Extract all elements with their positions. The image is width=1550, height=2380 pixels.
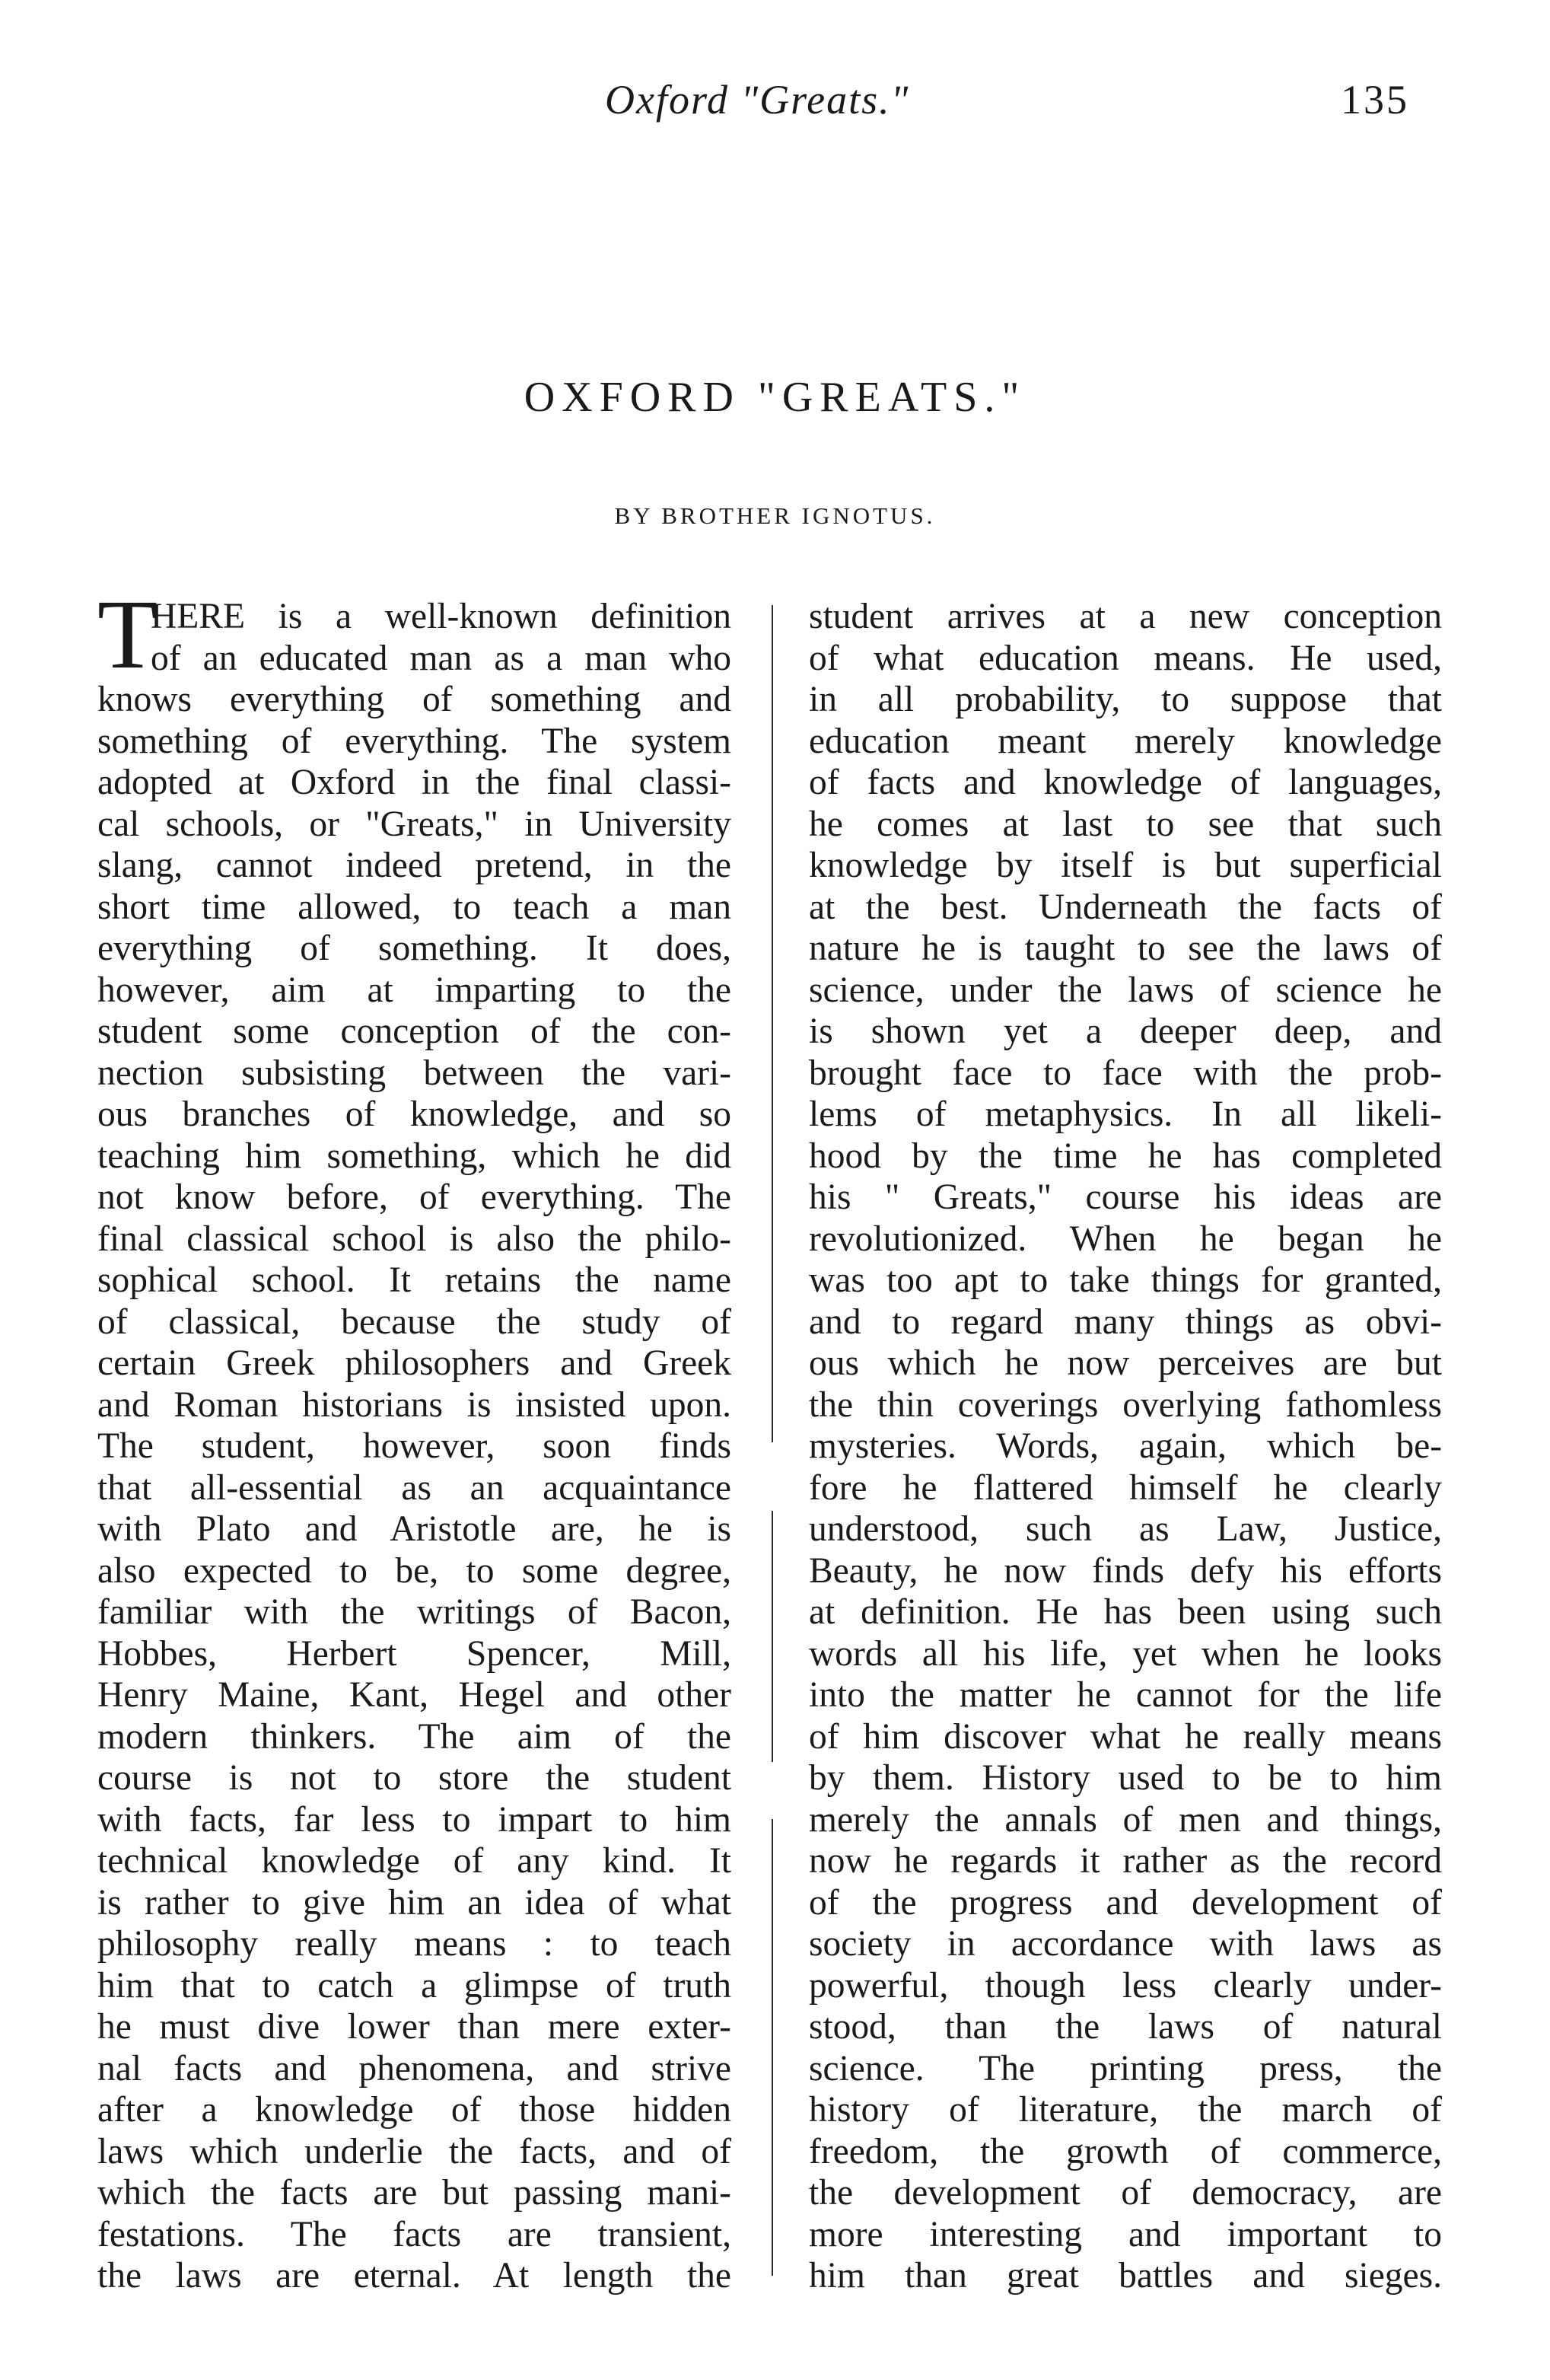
text-line: society in accordance with laws as bbox=[809, 1924, 1442, 1964]
text-line: with facts, far less to impart to him bbox=[97, 1799, 731, 1840]
running-title: Oxford "Greats." bbox=[605, 77, 910, 123]
text-line: and to regard many things as obvi- bbox=[809, 1302, 1442, 1342]
text-line: understood, such as Law, Justice, bbox=[809, 1509, 1442, 1549]
text-line: education meant merely knowledge bbox=[809, 721, 1442, 761]
text-line: merely the annals of men and things, bbox=[809, 1799, 1442, 1840]
text-line: short time allowed, to teach a man bbox=[97, 887, 731, 927]
column-rule bbox=[772, 605, 773, 1442]
text-line: at definition. He has been using such bbox=[809, 1592, 1442, 1632]
text-line: familiar with the writings of Bacon, bbox=[97, 1592, 731, 1632]
text-line: everything of something. It does, bbox=[97, 929, 731, 968]
article-title: OXFORD "GREATS." bbox=[524, 374, 1026, 421]
text-line: teaching him something, which he did bbox=[97, 1136, 731, 1176]
text-line: history of literature, the march of bbox=[809, 2090, 1442, 2130]
text-line: Beauty, he now finds defy his efforts bbox=[809, 1550, 1442, 1591]
text-line: technical knowledge of any kind. It bbox=[97, 1841, 731, 1881]
text-line: is rather to give him an idea of what bbox=[97, 1882, 731, 1923]
text-line: course is not to store the student bbox=[97, 1758, 731, 1798]
text-line: is shown yet a deeper deep, and bbox=[809, 1012, 1442, 1051]
text-line: with Plato and Aristotle are, he is bbox=[97, 1509, 731, 1549]
text-line: knows everything of something and bbox=[97, 680, 731, 719]
text-line: student arrives at a new conception bbox=[809, 597, 1442, 636]
text-line: hood by the time he has completed bbox=[809, 1136, 1442, 1176]
text-line: Henry Maine, Kant, Hegel and other bbox=[97, 1675, 731, 1715]
text-line: also expected to be, to some degree, bbox=[97, 1550, 731, 1591]
text-line: the laws are eternal. At length the bbox=[97, 2256, 731, 2296]
text-line: of an educated man as a man who bbox=[151, 638, 731, 678]
text-line: he must dive lower than mere exter- bbox=[97, 2007, 731, 2047]
text-line: him that to catch a glimpse of truth bbox=[97, 1965, 731, 2006]
text-line: The student, however, soon finds bbox=[97, 1426, 731, 1466]
text-line: brought face to face with the prob- bbox=[809, 1053, 1442, 1093]
text-line: in all probability, to suppose that bbox=[809, 680, 1442, 719]
text-line: of the progress and development of bbox=[809, 1882, 1442, 1923]
text-line: lems of metaphysics. In all likeli- bbox=[809, 1094, 1442, 1134]
text-line: now he regards it rather as the record bbox=[809, 1841, 1442, 1881]
text-line: modern thinkers. The aim of the bbox=[97, 1716, 731, 1757]
text-line: ous which he now perceives are but bbox=[809, 1343, 1442, 1383]
text-line: powerful, though less clearly under- bbox=[809, 1965, 1442, 2006]
text-line: slang, cannot indeed pretend, in the bbox=[97, 846, 731, 885]
text-line: and Roman historians is insisted upon. bbox=[97, 1384, 731, 1425]
text-line: him than great battles and sieges. bbox=[809, 2256, 1442, 2296]
text-line: festations. The facts are transient, bbox=[97, 2214, 731, 2254]
text-line: something of everything. The system bbox=[97, 721, 731, 761]
column-rule bbox=[772, 1819, 773, 2276]
byline: BY BROTHER IGNOTUS. bbox=[614, 502, 936, 529]
running-head bbox=[0, 76, 1550, 145]
text-line: that all-essential as an acquaintance bbox=[97, 1467, 731, 1508]
text-line: final classical school is also the philo- bbox=[97, 1219, 731, 1259]
text-line: words all his life, yet when he looks bbox=[809, 1633, 1442, 1674]
text-line: more interesting and important to bbox=[809, 2214, 1442, 2254]
text-line: his " Greats," course his ideas are bbox=[809, 1177, 1442, 1217]
text-line: mysteries. Words, again, which be- bbox=[809, 1426, 1442, 1466]
text-line: of him discover what he really means bbox=[809, 1716, 1442, 1757]
text-line: nal facts and phenomena, and strive bbox=[97, 2048, 731, 2088]
text-line: however, aim at imparting to the bbox=[97, 970, 731, 1010]
text-line: certain Greek philosophers and Greek bbox=[97, 1343, 731, 1383]
text-line: of what education means. He used, bbox=[809, 638, 1442, 678]
page-number: 135 bbox=[1341, 77, 1409, 123]
text-line: nection subsisting between the vari- bbox=[97, 1053, 731, 1093]
text-line: HERE is a well-known definition bbox=[151, 597, 731, 636]
text-line: into the matter he cannot for the life bbox=[809, 1675, 1442, 1715]
text-line: the development of democracy, are bbox=[809, 2173, 1442, 2213]
drop-cap: T bbox=[97, 580, 158, 690]
left-column bbox=[97, 580, 731, 2297]
text-line: sophical school. It retains the name bbox=[97, 1260, 731, 1300]
text-line: cal schools, or "Greats," in University bbox=[97, 804, 731, 844]
text-line: student some conception of the con- bbox=[97, 1012, 731, 1051]
text-line: the thin coverings overlying fathomless bbox=[809, 1384, 1442, 1425]
text-line: fore he flattered himself he clearly bbox=[809, 1467, 1442, 1508]
text-line: knowledge by itself is but superficial bbox=[809, 846, 1442, 885]
text-line: ous branches of knowledge, and so bbox=[97, 1094, 731, 1134]
text-line: Hobbes, Herbert Spencer, Mill, bbox=[97, 1633, 731, 1674]
text-line: freedom, the growth of commerce, bbox=[809, 2131, 1442, 2171]
text-line: adopted at Oxford in the final classi- bbox=[97, 763, 731, 802]
text-line: philosophy really means : to teach bbox=[97, 1924, 731, 1964]
text-line: he comes at last to see that such bbox=[809, 804, 1442, 844]
column-rule bbox=[772, 1511, 773, 1762]
text-line: nature he is taught to see the laws of bbox=[809, 929, 1442, 968]
text-line: at the best. Underneath the facts of bbox=[809, 887, 1442, 927]
text-line: of facts and knowledge of languages, bbox=[809, 763, 1442, 802]
text-line: science, under the laws of science he bbox=[809, 970, 1442, 1010]
text-line: laws which underlie the facts, and of bbox=[97, 2131, 731, 2171]
right-column bbox=[809, 596, 1442, 2297]
text-line: was too apt to take things for granted, bbox=[809, 1260, 1442, 1300]
text-line: of classical, because the study of bbox=[97, 1302, 731, 1342]
text-line: not know before, of everything. The bbox=[97, 1177, 731, 1217]
text-line: science. The printing press, the bbox=[809, 2048, 1442, 2088]
text-line: by them. History used to be to him bbox=[809, 1758, 1442, 1798]
text-line: revolutionized. When he began he bbox=[809, 1219, 1442, 1259]
text-line: which the facts are but passing mani- bbox=[97, 2173, 731, 2213]
text-line: after a knowledge of those hidden bbox=[97, 2090, 731, 2130]
text-line: stood, than the laws of natural bbox=[809, 2007, 1442, 2047]
